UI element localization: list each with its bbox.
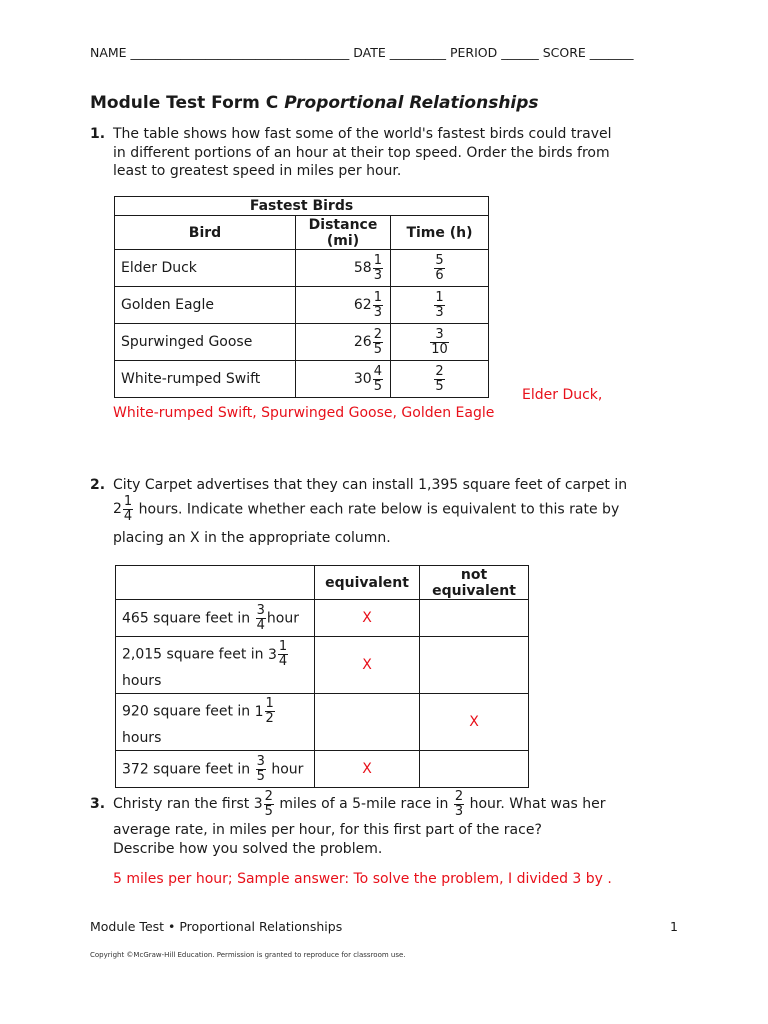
q3-den2: 3: [454, 803, 464, 819]
rate-whole: 1: [254, 703, 264, 720]
q3-number: 3.: [90, 796, 106, 812]
rate-post: hour: [266, 761, 304, 777]
time-den: 3: [435, 304, 444, 320]
col-header-rate: [116, 566, 315, 600]
q3-mid: miles of a 5-mile race in: [274, 796, 453, 812]
not-equivalent-mark: [420, 751, 529, 788]
rate-cell: [116, 600, 315, 637]
rate-line2: hours: [122, 730, 162, 746]
distance-num: 1: [373, 252, 382, 268]
col-header-distance: [296, 216, 391, 250]
col-header-bird: Bird: [115, 216, 296, 250]
rate-whole: 3: [267, 646, 277, 663]
q3-post: hour. What was her: [465, 796, 606, 812]
q3-text-line: [113, 787, 606, 821]
q2-text-line2-rest: hours. Indicate whether each rate below is equivalent to this rate by: [134, 501, 620, 517]
q3-text-line: Describe how you solved the problem.: [113, 840, 383, 857]
time-den: 10: [431, 341, 448, 357]
q1-number: 1.: [90, 126, 106, 142]
col-header-distance-line2: (mi): [326, 232, 360, 249]
rate-den: 4: [278, 654, 288, 669]
rate-den: 4: [256, 617, 265, 633]
q2-mixed-num: 1: [123, 493, 133, 509]
q3-text-line: average rate, in miles per hour, for this first part of the race?: [113, 822, 542, 838]
col-header-not-line1: not: [460, 566, 488, 583]
title-italic: Proportional Relationships: [284, 93, 539, 113]
birds-table: [114, 196, 489, 398]
distance-cell: [296, 287, 391, 324]
distance-den: 3: [373, 267, 382, 283]
rate-cell: [116, 694, 315, 751]
rate-num: 3: [256, 753, 265, 769]
q2-text-line: placing an X in the appropriate column.: [113, 529, 391, 546]
bird-name: Spurwinged Goose: [115, 324, 296, 361]
q1-text-line: least to greatest speed in miles per hour.: [113, 163, 402, 179]
col-header-not-equivalent: [420, 566, 529, 600]
q1-text-line: in different portions of an hour at their top speed. Order the birds from: [113, 144, 610, 161]
copyright-notice: Copyright ©McGraw-Hill Education. Permission is granted to reproduce for classroom use.: [90, 951, 406, 959]
distance-den: 3: [373, 304, 382, 320]
table-row: [115, 324, 489, 361]
rate-pre: 372 square feet in: [122, 761, 255, 777]
time-num: 3: [435, 326, 444, 342]
distance-den: 5: [373, 341, 382, 357]
equivalent-mark: X: [315, 637, 420, 694]
time-cell: [391, 250, 489, 287]
q1-answer-part1: Elder Duck,: [522, 387, 603, 403]
page-title: [90, 93, 539, 113]
rate-num: 1: [265, 696, 274, 711]
rate-num: 3: [256, 602, 265, 618]
q3-pre: Christy ran the first: [113, 796, 254, 812]
distance-den: 5: [373, 378, 382, 394]
table-caption: Fastest Birds: [115, 197, 489, 216]
footer-title: Module Test • Proportional Relationships: [90, 919, 343, 934]
table-row: [116, 637, 529, 694]
not-equivalent-mark: X: [420, 694, 529, 751]
bird-name: Golden Eagle: [115, 287, 296, 324]
time-num: 5: [435, 252, 444, 268]
time-cell: [391, 287, 489, 324]
distance-whole: 62: [353, 297, 372, 313]
time-num: 1: [435, 289, 444, 305]
q3-den: 5: [264, 803, 273, 819]
rate-num: 1: [278, 639, 288, 654]
equivalent-mark: X: [315, 600, 420, 637]
not-equivalent-mark: [420, 637, 529, 694]
table-row: [115, 250, 489, 287]
bird-name: Elder Duck: [115, 250, 296, 287]
title-prefix: Module Test Form C: [90, 93, 279, 113]
q2-text-line: [113, 495, 627, 524]
q1-text: [113, 125, 612, 181]
time-num: 2: [435, 363, 444, 379]
q1-answer-part2: White-rumped Swift, Spurwinged Goose, Golden Eagle: [113, 405, 495, 421]
distance-num: 1: [373, 289, 382, 305]
distance-whole: 30: [353, 371, 372, 387]
rate-pre: 2,015 square feet in: [122, 646, 268, 663]
q3-whole: 3: [253, 796, 263, 812]
rate-cell: [116, 751, 315, 788]
equivalent-mark: [315, 694, 420, 751]
q2-number: 2.: [90, 477, 106, 493]
distance-cell: [296, 361, 391, 398]
time-cell: [391, 361, 489, 398]
rate-pre: 920 square feet in: [122, 703, 255, 720]
table-row: [116, 600, 529, 637]
rate-cell: [116, 637, 315, 694]
table-row: [115, 361, 489, 398]
col-header-not-line2: equivalent: [432, 582, 516, 599]
rate-line2: hours: [122, 673, 162, 689]
q2-mixed-whole: 2: [113, 501, 122, 517]
q2-text-line: City Carpet advertises that they can install 1,395 square feet of carpet in: [113, 477, 628, 493]
bird-name: White-rumped Swift: [115, 361, 296, 398]
rate-den: 2: [265, 711, 274, 726]
time-cell: [391, 324, 489, 361]
time-den: 6: [435, 267, 444, 283]
distance-whole: 26: [353, 334, 372, 350]
header-fields: NAME ___________________________________ DATE _________ PERIOD ______ SCORE _______: [90, 45, 634, 60]
q3-num: 2: [264, 788, 273, 804]
table-row: [115, 287, 489, 324]
rate-den: 5: [256, 768, 265, 784]
not-equivalent-mark: [420, 600, 529, 637]
rate-post: hour: [266, 610, 299, 626]
q3-answer: 5 miles per hour; Sample answer: To solve the problem, I divided 3 by .: [113, 871, 612, 887]
q2-mixed-den: 4: [123, 508, 133, 524]
col-header-equivalent: equivalent: [315, 566, 420, 600]
table-row: [116, 694, 529, 751]
distance-cell: [296, 324, 391, 361]
distance-num: 2: [373, 326, 382, 342]
equivalent-mark: X: [315, 751, 420, 788]
rates-table: [115, 565, 529, 788]
q1-text-line: The table shows how fast some of the world's fastest birds could travel: [113, 126, 612, 142]
page-number: 1: [670, 919, 678, 934]
distance-cell: [296, 250, 391, 287]
q2-text: [113, 476, 627, 552]
time-den: 5: [435, 378, 444, 394]
col-header-distance-line1: Distance: [308, 216, 378, 233]
rate-pre: 465 square feet in: [122, 610, 255, 626]
q3-num2: 2: [454, 788, 464, 804]
table-row: [116, 751, 529, 788]
distance-whole: 58: [353, 260, 372, 276]
col-header-time: Time (h): [391, 216, 489, 250]
distance-num: 4: [373, 363, 382, 379]
q3-text: [113, 787, 606, 858]
